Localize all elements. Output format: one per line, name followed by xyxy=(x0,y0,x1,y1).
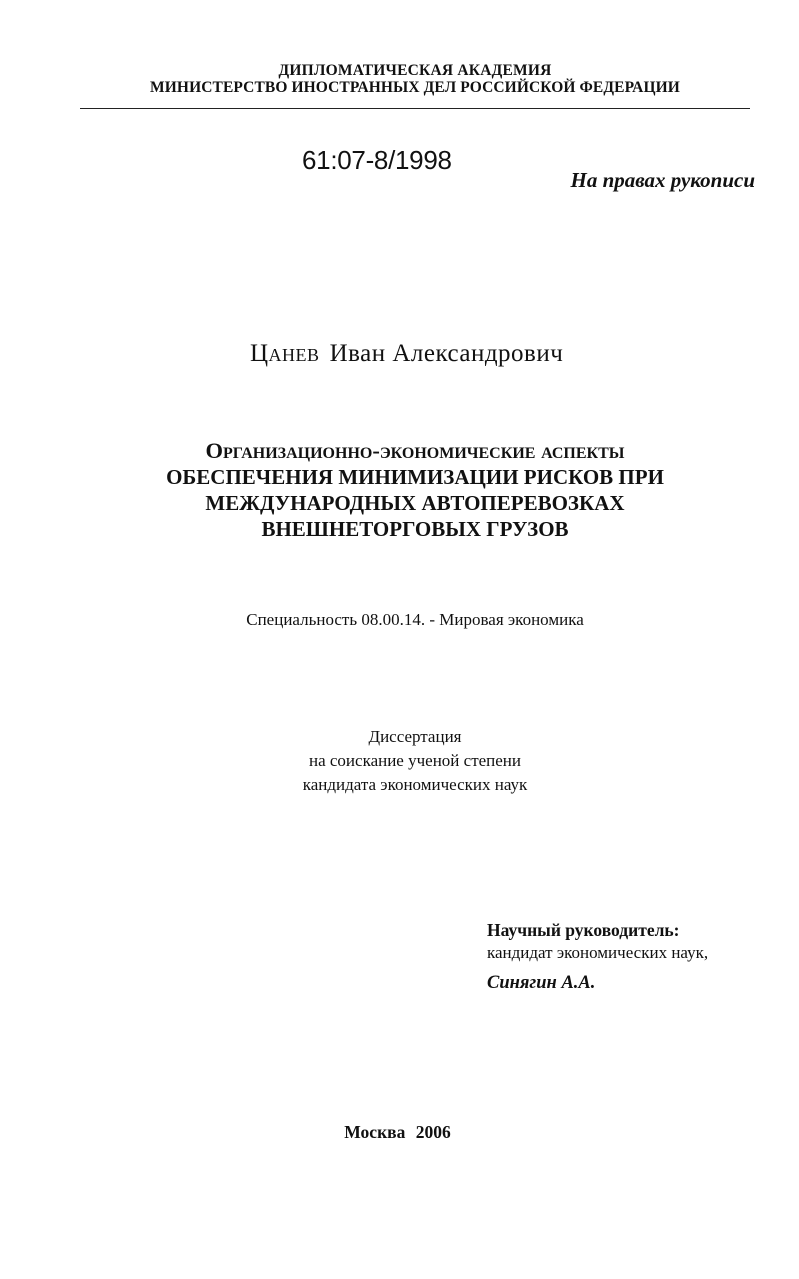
ministry-name: МИНИСТЕРСТВО ИНОСТРАННЫХ ДЕЛ РОССИЙСКОЙ ФЕДЕРАЦИИ xyxy=(150,79,680,96)
supervisor-degree: кандидат экономических наук, xyxy=(487,943,709,962)
catalog-number: 61:07-8/1998 xyxy=(302,145,452,175)
degree-line-2: на соискание ученой степени xyxy=(308,751,522,770)
city-year: Москва 2006 xyxy=(344,1122,451,1142)
title-line-4: ВНЕШНЕТОРГОВЫХ ГРУЗОВ xyxy=(261,517,569,541)
organization-name: ДИПЛОМАТИЧЕСКАЯ АКАДЕМИЯ xyxy=(278,62,552,79)
author-name xyxy=(250,340,563,368)
specialty: Специальность 08.00.14. - Мировая экономика xyxy=(246,610,584,629)
degree-line-1: Диссертация xyxy=(368,727,462,746)
dissertation-title xyxy=(110,438,720,542)
title-line-2: ОБЕСПЕЧЕНИЯ МИНИМИЗАЦИИ РИСКОВ ПРИ xyxy=(166,465,664,489)
title-line-3: МЕЖДУНАРОДНЫХ АВТОПЕРЕВОЗКАХ xyxy=(205,491,625,515)
supervisor-name: Синягин А.А. xyxy=(487,973,596,993)
title-line-1: Организационно-экономические аспекты xyxy=(205,438,625,463)
supervisor-label: Научный руководитель: xyxy=(487,920,680,940)
degree-statement xyxy=(160,725,670,797)
degree-line-3: кандидата экономических наук xyxy=(302,775,528,794)
header-divider xyxy=(80,108,750,109)
author-surname: Цанев xyxy=(250,340,320,367)
author-given-names: Иван Александрович xyxy=(329,340,564,367)
rights-note: На правах рукописи xyxy=(570,168,755,192)
